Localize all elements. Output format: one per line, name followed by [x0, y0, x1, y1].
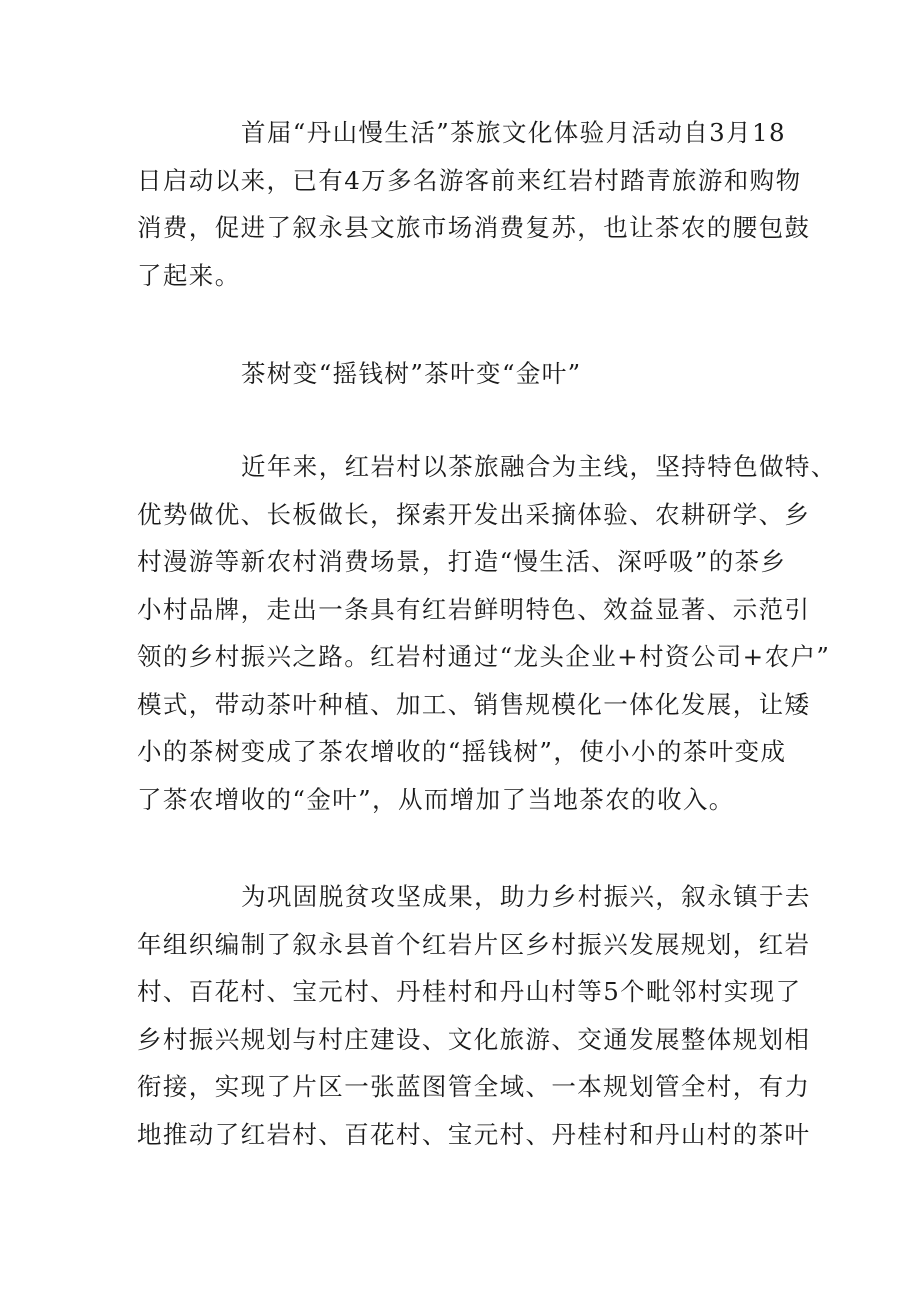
paragraph-3	[137, 873, 811, 1158]
paragraph-line: 了起来。	[137, 260, 241, 290]
paragraph-line: 小村品牌，走出一条具有红岩鲜明特色、效益显著、示范引	[137, 594, 811, 624]
paragraph-line: 村漫游等新农村消费场景，打造“慢生活、深呼吸”的茶乡	[137, 547, 787, 576]
paragraph-line: 近年来，红岩村以茶旅融合为主线，坚持特色做特、	[241, 452, 837, 481]
paragraph-line: 模式，带动茶叶种植、加工、销售规模化一体化发展，让矮	[137, 689, 811, 719]
paragraph-line: 村、百花村、宝元村、丹桂村和丹山村等5个毗邻村实现了	[137, 977, 802, 1006]
paragraph-line: 为巩固脱贫攻坚成果，助力乡村振兴，叙永镇于去	[241, 882, 811, 911]
paragraph-line: 地推动了红岩村、百花村、宝元村、丹桂村和丹山村的茶叶	[137, 1119, 811, 1149]
section-heading: 茶树变“摇钱树”茶叶变“金叶”	[241, 359, 582, 388]
paragraph-line: 日启动以来，已有4万多名游客前来红岩村踏青旅游和购物	[137, 165, 802, 195]
paragraph-line: 了茶农增收的“金叶”，从而增加了当地茶农的收入。	[137, 784, 735, 814]
paragraph-line: 领的乡村振兴之路。红岩村通过“龙头企业+村资公司+农户”	[137, 642, 831, 671]
paragraph-line: 年组织编制了叙永县首个红岩片区乡村振兴发展规划，红岩	[137, 929, 811, 959]
paragraph-line: 消费，促进了叙永县文旅市场消费复苏，也让茶农的腰包鼓	[137, 213, 811, 242]
paragraph-line: 首届“丹山慢生活”茶旅文化体验月活动自3月18	[241, 118, 787, 147]
paragraph-line: 衔接，实现了片区一张蓝图管全域、一本规划管全村，有力	[137, 1072, 811, 1101]
paragraph-1	[137, 109, 811, 299]
paragraph-line: 优势做优、长板做长，探索开发出采摘体验、农耕研学、乡	[137, 499, 811, 529]
paragraph-line: 小的茶树变成了茶农增收的“摇钱树”，使小小的茶叶变成	[137, 737, 787, 766]
paragraph-line: 乡村振兴规划与村庄建设、文化旅游、交通发展整体规划相	[137, 1024, 811, 1054]
paragraph-2	[137, 443, 837, 823]
